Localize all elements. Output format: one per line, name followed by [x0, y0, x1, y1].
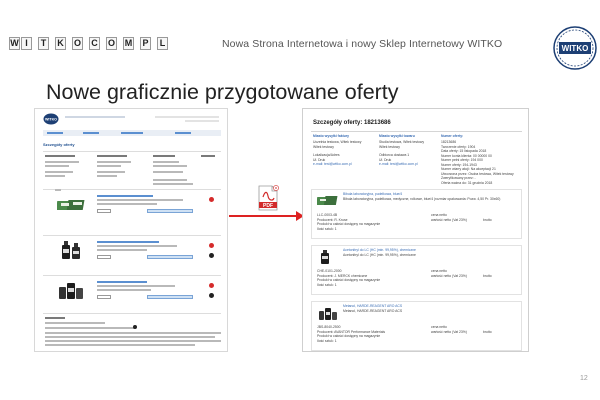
logo-tile: I	[21, 37, 32, 50]
item-producer: Producent: J. MERCK chemiczne	[317, 273, 368, 278]
item-price: wartość netto (Vat 23%)	[431, 329, 467, 334]
item-image-paper	[317, 193, 339, 209]
col-line: Studia testowa, Witek testowy	[379, 140, 425, 144]
item-description: Metanol, HARDE-REAGENT ARO ACS	[343, 309, 403, 313]
item-gross: brutto	[483, 217, 492, 222]
item-gross: brutto	[483, 329, 492, 334]
item-quantity: Ilość sztuk: 1	[317, 226, 337, 231]
item-image-bottle	[317, 249, 333, 265]
item-price: wartość netto (Vat 23%)	[431, 217, 467, 222]
mini-witko-logo	[43, 113, 59, 125]
col-heading: Numer oferty:	[441, 134, 464, 138]
col-line: Lokalizacja/Adres	[313, 153, 340, 157]
logo-tile: K	[55, 37, 66, 50]
conversion-arrow	[229, 215, 299, 217]
col-line: Numer pełni oferty: 194 000	[441, 158, 483, 162]
logo-tile: O	[107, 38, 115, 48]
item-producer: Producent: R. Kruse	[317, 217, 348, 222]
col-heading: Miasto wysyłki faktury	[313, 134, 349, 138]
col-line: Numer oferty: 194-1943	[441, 162, 477, 167]
logo-tile: W	[10, 38, 19, 48]
offer-title: Szczegóły oferty: 18213686	[313, 120, 391, 126]
col-line: Uczelnia testowa, Witek testowy	[313, 140, 362, 144]
product-image-bottles	[59, 239, 83, 261]
item-gross: brutto	[483, 273, 492, 278]
witko-logo	[9, 37, 169, 50]
col-line: 18213686	[441, 140, 457, 144]
col-line: Odbiorca dostawa 1	[379, 153, 410, 157]
witko-badge-logo	[553, 26, 597, 70]
logo-tile: O	[73, 38, 81, 48]
item-price: wartość netto (Vat 23%)	[431, 273, 467, 278]
product-image-bottles-2	[57, 279, 85, 301]
col-line: Oferta ważna do: 31 grudnia 2018	[441, 180, 493, 185]
slide-title: Nowe graficznie przygotowane oferty	[46, 80, 399, 104]
pdf-icon	[256, 185, 280, 211]
item-description: Acetonitryl do LC (HC (min. 99,95%), chemiczne	[343, 253, 416, 257]
pdf-offer-document	[302, 108, 529, 352]
col-line: e-mail: test@witko.com.pl	[379, 162, 418, 166]
logo-tile: C	[89, 37, 100, 50]
logo-tile: P	[140, 37, 151, 50]
svg-text:WITKO: WITKO	[45, 117, 57, 122]
mini-heading: Szczegóły oferty	[43, 142, 75, 147]
item-availability: Produkt w całości dostępny na magazynie	[317, 222, 381, 226]
item-availability: Produkt w całości dostępny na magazynie	[317, 278, 381, 282]
item-name[interactable]: Bibuła laboratoryjna, pudełkowa, blue/4	[343, 192, 403, 196]
col-line: Tworzenie oferty: 1904	[441, 144, 476, 149]
col-line: e-mail: test@witko.com.pl	[313, 162, 352, 166]
item-unit-label: cena netto	[431, 269, 447, 273]
slide-subtitle: Nowa Strona Internetowa i nowy Sklep Internetowy WITKO	[222, 38, 503, 50]
item-description: Bibuła laboratoryjna, pudełkowa, medyczne, rolkowe, blue/4 (rozmiar opakowania: Pozw. 4,50 Pr. 30x60)	[343, 197, 501, 201]
page-number: 12	[580, 375, 588, 382]
svg-text:WITKO: WITKO	[561, 44, 589, 53]
col-line: Ul. Druk	[379, 157, 392, 162]
item-name[interactable]: Metanol, HARDE-REAGENT ARO ACS	[343, 304, 403, 308]
item-image-bottles	[317, 305, 339, 321]
col-line: Numer konta klienta: 00 00000 00	[441, 153, 492, 158]
item-code: CHE-0101-2000	[317, 269, 342, 273]
item-code: JBS-8040-2500	[317, 325, 341, 329]
logo-tile: T	[38, 37, 49, 50]
product-image-paper	[57, 197, 89, 213]
item-code: LLC-0003-4B	[317, 213, 338, 217]
item-producer: Producent: AVANTOR Performance Materials	[317, 329, 386, 334]
col-line: Utworzona przez: Osoba testowa, Witek testowy	[441, 171, 514, 176]
col-line: Zweryfikowany przez: -	[441, 176, 476, 180]
col-line: Witek testowy	[379, 144, 400, 149]
item-unit-label: cena netto	[431, 213, 447, 217]
col-line: Data oferty: 15 listopada 2018	[441, 149, 487, 153]
col-line: Witek testowy	[313, 144, 334, 149]
col-heading: Miasto wysyłki towaru	[379, 134, 415, 138]
item-unit-label: cena netto	[431, 325, 447, 329]
item-availability: Produkt w całości dostępny na magazynie	[317, 334, 381, 338]
logo-tile: L	[157, 37, 168, 50]
logo-tile: M	[124, 38, 133, 48]
col-line: Ul. Druk	[313, 157, 326, 162]
col-line: Numer wiarry akcji: Na akceptacji 21	[441, 167, 496, 171]
item-quantity: Ilość sztuk: 1	[317, 338, 337, 343]
pdf-label: PDF	[263, 202, 273, 209]
item-quantity: Ilość sztuk: 1	[317, 282, 337, 287]
web-offer-page-thumbnail	[34, 108, 228, 352]
item-name[interactable]: Acetonitryl do LC (HC (min. 99,95%), chemiczne	[343, 248, 416, 252]
